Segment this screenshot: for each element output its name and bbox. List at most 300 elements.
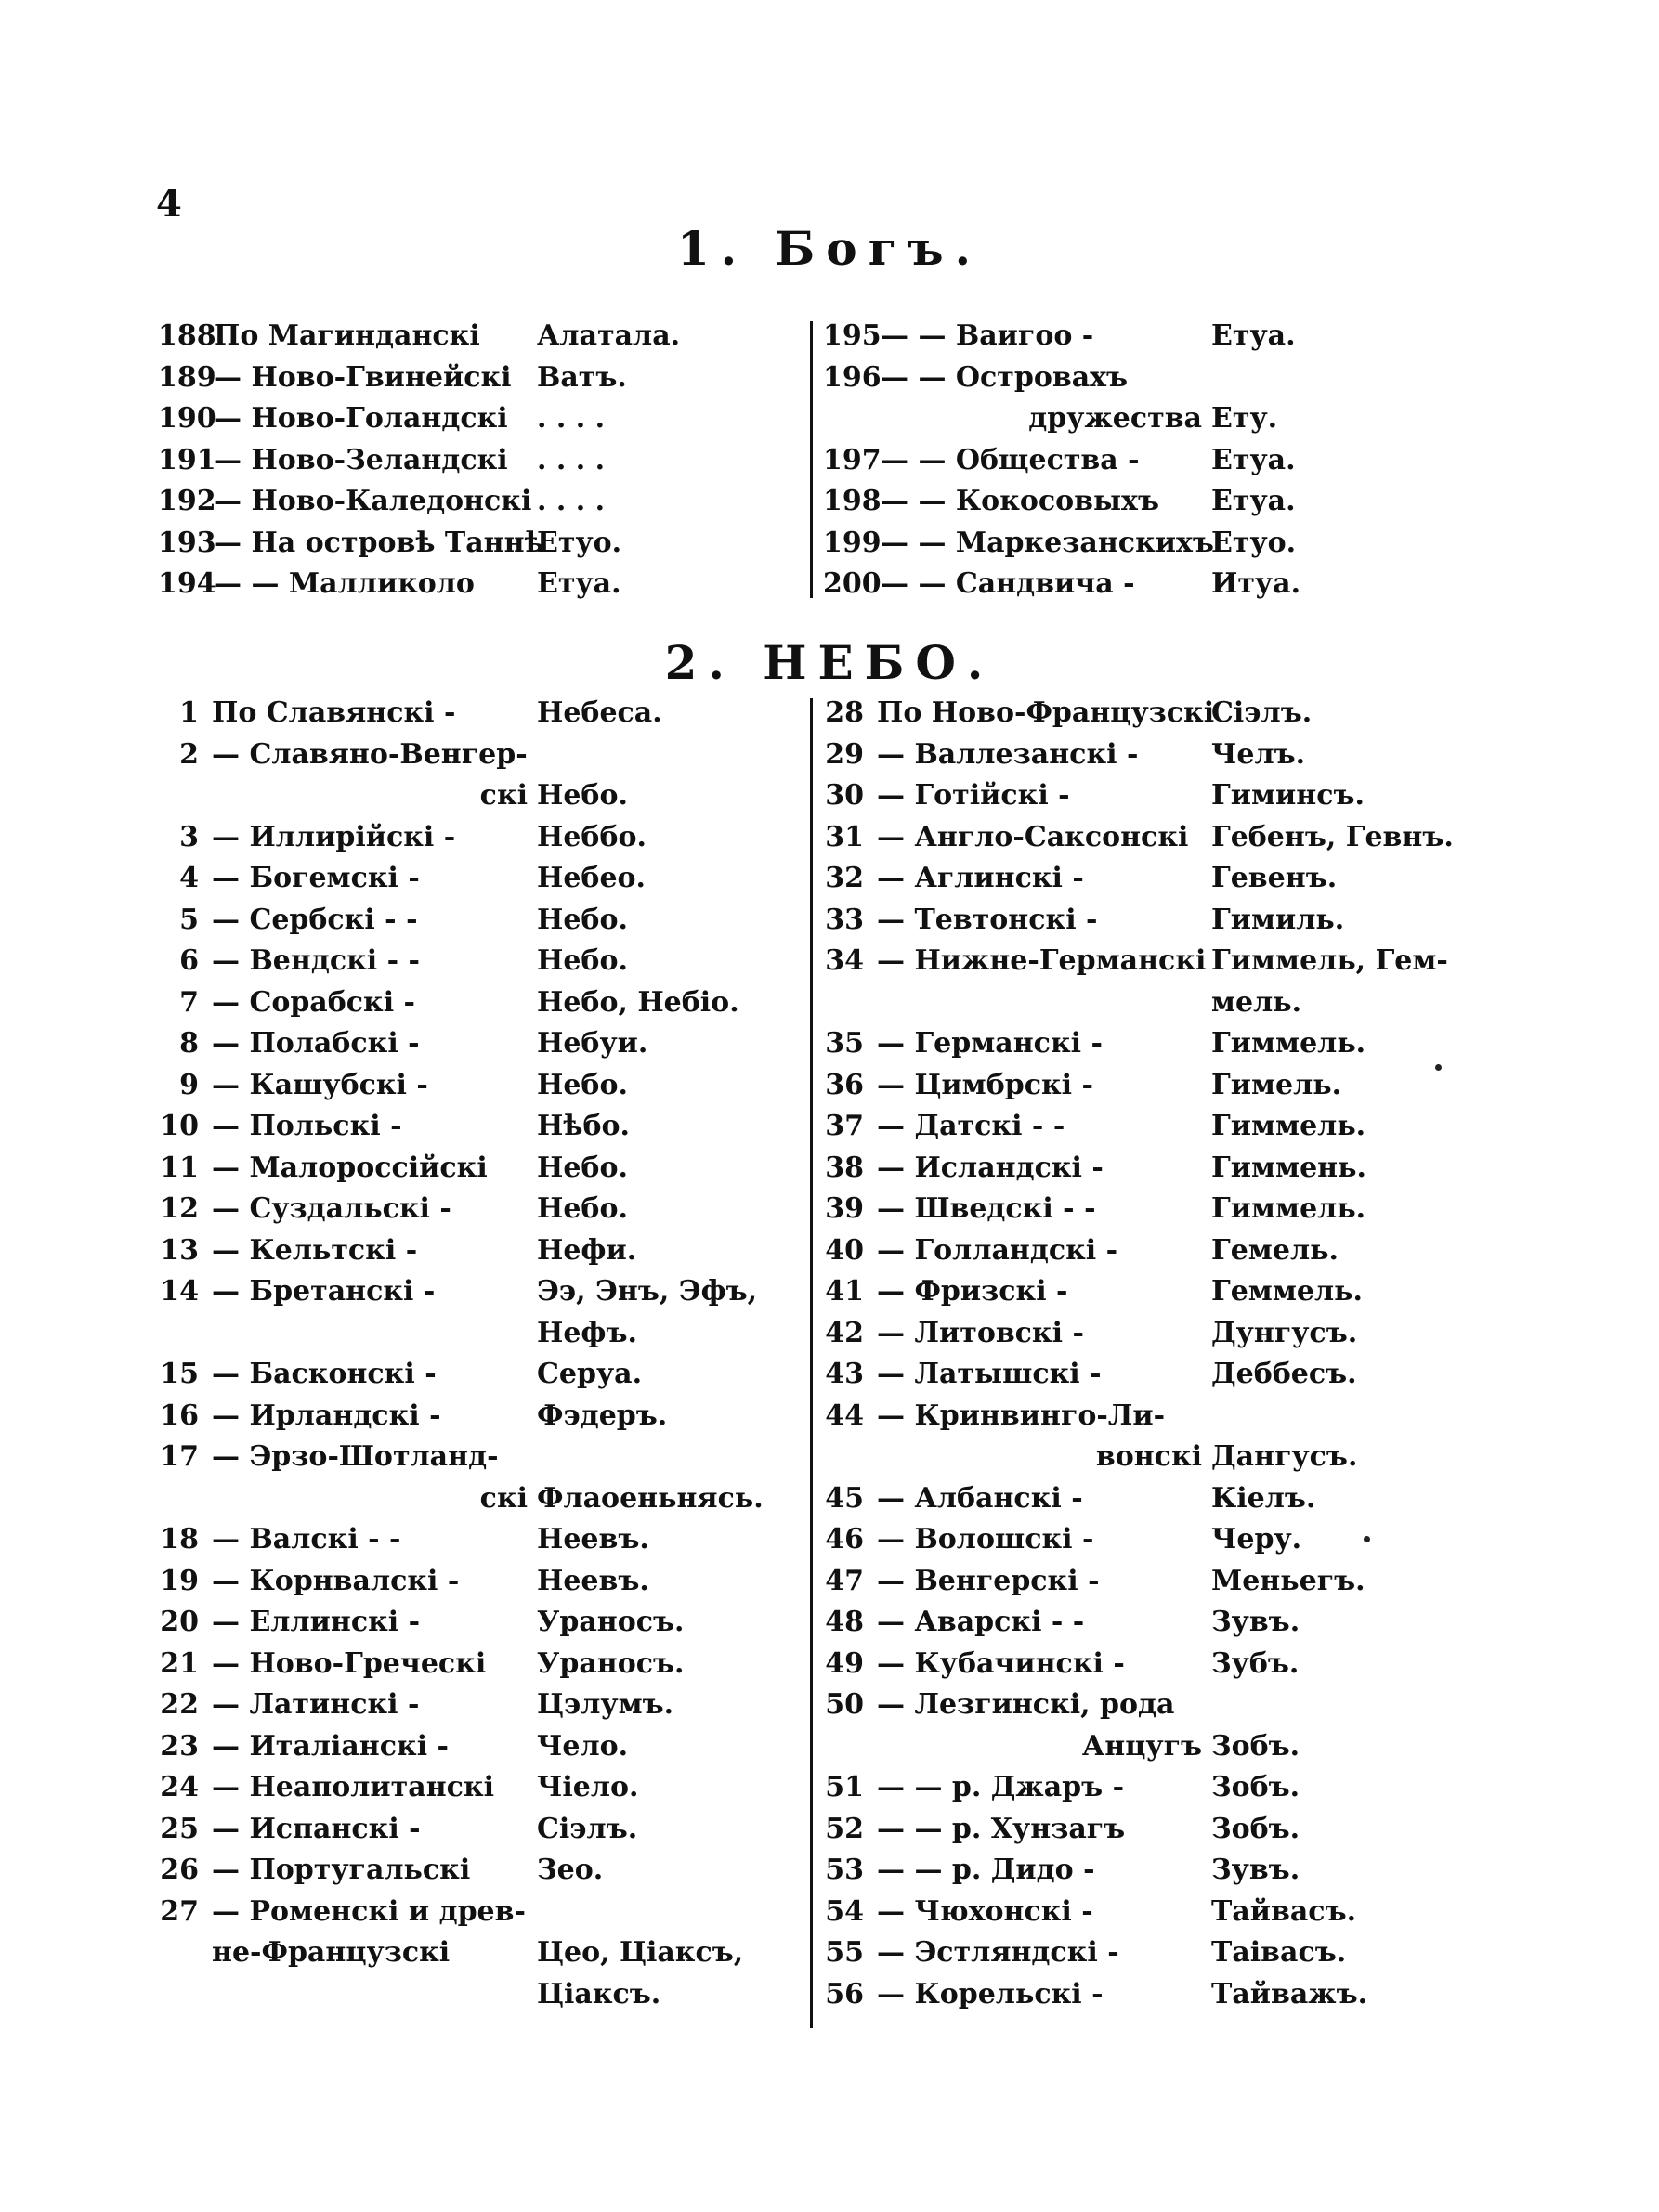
entry-row bbox=[158, 1440, 799, 1482]
language-name: — Басконскі - bbox=[212, 1358, 437, 1390]
word-value: Небуи. bbox=[537, 1027, 648, 1060]
entry-number: 44 bbox=[825, 1399, 864, 1432]
entry-number: 47 bbox=[825, 1564, 864, 1597]
entry-number: 16 bbox=[160, 1399, 199, 1432]
section-god-left-column bbox=[158, 319, 799, 609]
word-value: Етуа. bbox=[1211, 319, 1296, 352]
language-name: — Суздальскі - bbox=[212, 1192, 451, 1225]
entry-number: 35 bbox=[825, 1027, 864, 1060]
section-title-sky: 2. НЕБО. bbox=[664, 635, 995, 690]
word-value: Ватъ. bbox=[537, 360, 627, 394]
entry-row bbox=[158, 821, 799, 863]
entry-number: 33 bbox=[825, 903, 864, 936]
language-name: — Фризскі - bbox=[877, 1275, 1068, 1308]
entry-number: 197 bbox=[823, 443, 882, 476]
entry-number: 31 bbox=[825, 820, 864, 853]
entry-number: 17 bbox=[160, 1440, 199, 1473]
language-name: скі bbox=[479, 1481, 528, 1515]
language-name: — Англо-Саксонскі bbox=[877, 820, 1189, 853]
entry-row bbox=[823, 1730, 1492, 1772]
entry-row bbox=[158, 1688, 799, 1730]
word-value: Небо. bbox=[537, 903, 628, 936]
word-value: Небо. bbox=[537, 944, 628, 977]
language-name: — Латышскі - bbox=[877, 1358, 1102, 1390]
entry-row bbox=[158, 444, 799, 486]
word-value: Неевъ. bbox=[537, 1564, 649, 1597]
word-value: Цэлумъ. bbox=[537, 1688, 674, 1721]
language-name: — Шведскі - - bbox=[877, 1192, 1096, 1225]
entry-number: 36 bbox=[825, 1068, 864, 1101]
entry-number: 19 bbox=[160, 1564, 199, 1597]
word-value: Зувъ. bbox=[1211, 1854, 1300, 1886]
language-name: — Корнвалскі - bbox=[212, 1564, 460, 1597]
word-value: Ээ, Энъ, Эфъ, bbox=[537, 1275, 758, 1308]
entry-row bbox=[158, 1813, 799, 1854]
entry-number: 50 bbox=[825, 1688, 864, 1721]
word-value: Сіэлъ. bbox=[537, 1812, 638, 1845]
word-value: Флаоеньнясь. bbox=[537, 1481, 764, 1515]
entry-number: 21 bbox=[160, 1646, 199, 1680]
word-value: Гемель. bbox=[1211, 1233, 1339, 1267]
language-name: не-Французскі bbox=[212, 1936, 451, 1969]
entry-number: 24 bbox=[160, 1771, 199, 1803]
word-value: Тайважъ. bbox=[1211, 1977, 1368, 2010]
word-value: Ураносъ. bbox=[537, 1646, 685, 1680]
language-name: — Голландскі - bbox=[877, 1233, 1118, 1267]
word-value: Небо. bbox=[537, 779, 628, 812]
word-value: Геммель. bbox=[1211, 1275, 1363, 1308]
word-value: Алатала. bbox=[537, 319, 681, 352]
entry-number: 195 bbox=[823, 319, 882, 352]
word-value: . . . . bbox=[537, 485, 606, 517]
entry-row bbox=[823, 567, 1492, 609]
word-value: Нефи. bbox=[537, 1233, 637, 1267]
entry-row bbox=[823, 1027, 1492, 1069]
word-value: Зобъ. bbox=[1211, 1812, 1300, 1845]
page-number: 4 bbox=[156, 182, 182, 226]
entry-row bbox=[823, 696, 1492, 738]
word-value: Нефъ. bbox=[537, 1316, 637, 1349]
language-name: скі bbox=[479, 779, 528, 812]
language-name: — — Малликоло bbox=[214, 567, 475, 600]
entry-row bbox=[823, 821, 1492, 863]
word-value: Меньегъ. bbox=[1211, 1564, 1365, 1597]
entry-row bbox=[158, 485, 799, 527]
language-name: — Полабскі - bbox=[212, 1027, 420, 1060]
word-value: Небо. bbox=[537, 1151, 628, 1184]
entry-number: 55 bbox=[825, 1936, 864, 1969]
entry-row bbox=[158, 1069, 799, 1111]
entry-row bbox=[158, 1317, 799, 1359]
entry-number: 42 bbox=[825, 1316, 864, 1349]
word-value: Серуа. bbox=[537, 1358, 643, 1390]
entry-row bbox=[823, 1771, 1492, 1813]
word-value: Гевенъ. bbox=[1211, 862, 1338, 894]
entry-number: 196 bbox=[823, 360, 882, 394]
language-name: — — р. Хунзагъ bbox=[877, 1812, 1126, 1845]
entry-number: 10 bbox=[160, 1110, 199, 1142]
language-name: — Кринвинго-Ли- bbox=[877, 1399, 1166, 1432]
entry-row bbox=[158, 1192, 799, 1234]
entry-row bbox=[158, 1152, 799, 1193]
entry-number: 5 bbox=[179, 903, 199, 936]
language-name: — — Сандвича - bbox=[881, 567, 1135, 600]
word-value: Гиммель. bbox=[1211, 1027, 1366, 1060]
entry-number: 2 bbox=[179, 737, 199, 771]
entry-number: 12 bbox=[160, 1192, 199, 1225]
entry-number: 34 bbox=[825, 944, 864, 977]
entry-number: 53 bbox=[825, 1854, 864, 1886]
language-name: — Славяно-Венгер- bbox=[212, 737, 528, 771]
section-title-god: 1. Богъ. bbox=[676, 221, 983, 276]
language-name: — Албанскі - bbox=[877, 1481, 1083, 1515]
language-name: — Кубачинскі - bbox=[877, 1646, 1125, 1680]
entry-row bbox=[158, 361, 799, 403]
language-name: Анцугъ bbox=[1081, 1729, 1202, 1763]
language-name: — Тевтонскі - bbox=[877, 903, 1098, 936]
language-name: — Латинскі - bbox=[212, 1688, 420, 1721]
entry-row bbox=[823, 1565, 1492, 1607]
word-value: Зобъ. bbox=[1211, 1771, 1300, 1803]
entry-row bbox=[823, 986, 1492, 1028]
language-name: — Литовскі - bbox=[877, 1316, 1084, 1349]
language-name: — Италіанскі - bbox=[212, 1729, 449, 1763]
word-value: Етуа. bbox=[537, 567, 621, 600]
word-value: Етуа. bbox=[1211, 485, 1296, 517]
entry-number: 32 bbox=[825, 862, 864, 894]
word-value: Черу. bbox=[1211, 1523, 1302, 1555]
entry-number: 194 bbox=[158, 567, 216, 600]
word-value: Ету. bbox=[1211, 402, 1278, 435]
entry-row bbox=[158, 1358, 799, 1399]
language-name: — Неаполитанскі bbox=[212, 1771, 494, 1803]
entry-number: 9 bbox=[179, 1068, 199, 1101]
entry-row bbox=[158, 1565, 799, 1607]
word-value: Нѣбо. bbox=[537, 1110, 630, 1142]
entry-row bbox=[823, 1854, 1492, 1895]
language-name: — Кельтскі - bbox=[212, 1233, 418, 1267]
word-value: Фэдеръ. bbox=[537, 1399, 668, 1432]
entry-row bbox=[158, 1647, 799, 1689]
word-value: Чіело. bbox=[537, 1771, 639, 1803]
word-value: Ураносъ. bbox=[537, 1606, 685, 1638]
entry-row bbox=[158, 1730, 799, 1772]
entry-row bbox=[823, 1647, 1492, 1689]
entry-row bbox=[158, 1895, 799, 1937]
entry-number: 20 bbox=[160, 1606, 199, 1638]
ink-speck bbox=[1435, 1064, 1442, 1071]
word-value: Сіэлъ. bbox=[1211, 696, 1313, 729]
language-name: — — р. Джаръ - bbox=[877, 1771, 1125, 1803]
entry-row bbox=[823, 1978, 1492, 2020]
entry-row bbox=[823, 1275, 1492, 1317]
entry-number: 54 bbox=[825, 1894, 864, 1928]
word-value: Етуо. bbox=[1211, 526, 1297, 559]
entry-row bbox=[823, 1192, 1492, 1234]
entry-row bbox=[823, 862, 1492, 904]
entry-number: 18 bbox=[160, 1523, 199, 1555]
language-name: — Готійскі - bbox=[877, 779, 1070, 812]
entry-row bbox=[158, 1978, 799, 2020]
word-value: Етуо. bbox=[537, 526, 622, 559]
entry-row bbox=[823, 1813, 1492, 1854]
section-sky-right-column bbox=[823, 696, 1492, 2019]
language-name: — Ново-Каледонскі bbox=[214, 485, 532, 517]
entry-number: 45 bbox=[825, 1481, 864, 1515]
entry-row bbox=[158, 1027, 799, 1069]
word-value: Гебенъ, Гевнъ. bbox=[1211, 820, 1454, 853]
language-name: — Лезгинскі, рода bbox=[877, 1688, 1175, 1721]
language-name: — Ново-Зеландскі bbox=[214, 443, 508, 476]
entry-number: 8 bbox=[179, 1027, 199, 1060]
entry-row bbox=[158, 567, 799, 609]
language-name: — Аварскі - - bbox=[877, 1606, 1085, 1638]
language-name: — Датскі - - bbox=[877, 1110, 1065, 1142]
entry-number: 191 bbox=[158, 443, 216, 476]
entry-number: 6 bbox=[179, 944, 199, 977]
entry-row bbox=[823, 1358, 1492, 1399]
entry-number: 189 bbox=[158, 360, 216, 394]
word-value: Гиммель. bbox=[1211, 1192, 1366, 1225]
language-name: — На островѣ Таннѣ bbox=[214, 526, 544, 559]
word-value: Итуа. bbox=[1211, 567, 1301, 600]
word-value: Ціаксъ. bbox=[537, 1977, 661, 2010]
language-name: — Кашубскі - bbox=[212, 1068, 428, 1101]
entry-number: 38 bbox=[825, 1151, 864, 1184]
entry-row bbox=[158, 1275, 799, 1317]
word-value: Гиминсъ. bbox=[1211, 779, 1365, 812]
entry-row bbox=[158, 1234, 799, 1276]
entry-row bbox=[823, 402, 1492, 444]
language-name: — Сорабскі - bbox=[212, 985, 415, 1019]
word-value: Кіелъ. bbox=[1211, 1481, 1316, 1515]
language-name: — Чюхонскі - bbox=[877, 1894, 1093, 1928]
language-name: — — Ваигоо - bbox=[881, 319, 1094, 352]
language-name: По Славянскі - bbox=[212, 696, 456, 729]
entry-row bbox=[823, 1399, 1492, 1441]
entry-row bbox=[823, 485, 1492, 527]
word-value: Неевъ. bbox=[537, 1523, 649, 1555]
section-god-right-column bbox=[823, 319, 1492, 609]
language-name: — Аглинскі - bbox=[877, 862, 1084, 894]
entry-number: 39 bbox=[825, 1192, 864, 1225]
word-value: Неббо. bbox=[537, 820, 647, 853]
language-name: По Магинданскі bbox=[214, 319, 480, 352]
language-name: — Португальскі bbox=[212, 1854, 471, 1886]
entry-number: 56 bbox=[825, 1977, 864, 2010]
language-name: — Нижне-Германскі bbox=[877, 944, 1207, 977]
entry-row bbox=[158, 1523, 799, 1565]
language-name: — Еллинскі - bbox=[212, 1606, 421, 1638]
entry-number: 49 bbox=[825, 1646, 864, 1680]
language-name: — Польскі - bbox=[212, 1110, 402, 1142]
entry-number: 40 bbox=[825, 1233, 864, 1267]
word-value: Гимель. bbox=[1211, 1068, 1342, 1101]
entry-row bbox=[823, 1317, 1492, 1359]
language-name: — Эстляндскі - bbox=[877, 1936, 1119, 1969]
entry-number: 192 bbox=[158, 485, 216, 517]
language-name: — Корельскі - bbox=[877, 1977, 1104, 2010]
entry-number: 48 bbox=[825, 1606, 864, 1638]
entry-row bbox=[823, 1110, 1492, 1152]
entry-number: 15 bbox=[160, 1358, 199, 1390]
language-name: — Роменскі и древ- bbox=[212, 1894, 526, 1928]
entry-row bbox=[823, 779, 1492, 821]
entry-row bbox=[823, 1523, 1492, 1565]
language-name: — — Общества - bbox=[881, 443, 1140, 476]
word-value: Зувъ. bbox=[1211, 1606, 1300, 1638]
language-name: — Вендскі - - bbox=[212, 944, 420, 977]
language-name: — Цимбрскі - bbox=[877, 1068, 1093, 1101]
ink-speck bbox=[1364, 1536, 1370, 1542]
entry-number: 46 bbox=[825, 1523, 864, 1555]
entry-row bbox=[823, 319, 1492, 361]
word-value: Таівасъ. bbox=[1211, 1936, 1347, 1969]
entry-row bbox=[823, 527, 1492, 568]
entry-row bbox=[158, 1854, 799, 1895]
entry-row bbox=[158, 738, 799, 780]
entry-number: 23 bbox=[160, 1729, 199, 1763]
word-value: Етуа. bbox=[1211, 443, 1296, 476]
language-name: — Волошскі - bbox=[877, 1523, 1094, 1555]
language-name: — Ново-Греческі bbox=[212, 1646, 487, 1680]
entry-row bbox=[158, 1771, 799, 1813]
entry-row bbox=[823, 444, 1492, 486]
language-name: — Испанскі - bbox=[212, 1812, 421, 1845]
entry-row bbox=[823, 1234, 1492, 1276]
language-name: вонскі bbox=[1095, 1440, 1202, 1473]
entry-row bbox=[158, 904, 799, 945]
language-name: — — Маркезанскихъ bbox=[881, 526, 1214, 559]
entry-number: 29 bbox=[825, 737, 864, 771]
language-name: — — Островахъ bbox=[881, 360, 1129, 394]
entry-row bbox=[823, 1152, 1492, 1193]
word-value: Гиммель. bbox=[1211, 1110, 1366, 1142]
entry-row bbox=[158, 1936, 799, 1978]
entry-number: 22 bbox=[160, 1688, 199, 1721]
entry-number: 200 bbox=[823, 567, 882, 600]
entry-row bbox=[823, 904, 1492, 945]
entry-row bbox=[158, 862, 799, 904]
word-value: Деббесъ. bbox=[1211, 1358, 1357, 1390]
language-name: — Исландскі - bbox=[877, 1151, 1104, 1184]
entry-number: 188 bbox=[158, 319, 216, 352]
entry-number: 43 bbox=[825, 1358, 864, 1390]
entry-number: 193 bbox=[158, 526, 216, 559]
entry-number: 198 bbox=[823, 485, 882, 517]
language-name: — — Кокосовыхъ bbox=[881, 485, 1159, 517]
entry-number: 51 bbox=[825, 1771, 864, 1803]
entry-row bbox=[158, 527, 799, 568]
language-name: — Малороссійскі bbox=[212, 1151, 488, 1184]
entry-row bbox=[158, 696, 799, 738]
entry-row bbox=[158, 1110, 799, 1152]
entry-number: 13 bbox=[160, 1233, 199, 1267]
word-value: Небо. bbox=[537, 1068, 628, 1101]
entry-number: 7 bbox=[179, 985, 199, 1019]
language-name: дружества bbox=[1028, 402, 1202, 435]
entry-row bbox=[823, 1688, 1492, 1730]
section-sky-left-column bbox=[158, 696, 799, 2019]
entry-row bbox=[823, 1069, 1492, 1111]
language-name: По Ново-Французскі bbox=[877, 696, 1215, 729]
word-value: Цео, Ціаксъ, bbox=[537, 1936, 744, 1969]
language-name: — Валлезанскі - bbox=[877, 737, 1139, 771]
entry-row bbox=[823, 1482, 1492, 1524]
entry-row bbox=[823, 1440, 1492, 1482]
entry-number: 14 bbox=[160, 1275, 199, 1308]
word-value: Гимиль. bbox=[1211, 903, 1345, 936]
entry-number: 11 bbox=[160, 1151, 199, 1184]
word-value: Зобъ. bbox=[1211, 1729, 1300, 1763]
word-value: Тайвасъ. bbox=[1211, 1894, 1357, 1928]
word-value: Небо, Небіо. bbox=[537, 985, 739, 1019]
word-value: Небо. bbox=[537, 1192, 628, 1225]
entry-number: 41 bbox=[825, 1275, 864, 1308]
entry-number: 199 bbox=[823, 526, 882, 559]
word-value: Дунгусъ. bbox=[1211, 1316, 1358, 1349]
language-name: — — р. Дидо - bbox=[877, 1854, 1095, 1886]
entry-row bbox=[158, 1482, 799, 1524]
entry-number: 4 bbox=[179, 862, 199, 894]
entry-number: 28 bbox=[825, 696, 864, 729]
language-name: — Ново-Гвинейскі bbox=[214, 360, 512, 394]
word-value: Зео. bbox=[537, 1854, 604, 1886]
language-name: — Германскі - bbox=[877, 1027, 1103, 1060]
word-value: Гиммень. bbox=[1211, 1151, 1366, 1184]
entry-row bbox=[823, 1895, 1492, 1937]
language-name: — Венгерскі - bbox=[877, 1564, 1100, 1597]
word-value: . . . . bbox=[537, 402, 606, 435]
word-value: Небео. bbox=[537, 862, 646, 894]
language-name: — Валскі - - bbox=[212, 1523, 401, 1555]
entry-row bbox=[158, 402, 799, 444]
entry-number: 30 bbox=[825, 779, 864, 812]
language-name: — Богемскі - bbox=[212, 862, 420, 894]
word-value: Дангусъ. bbox=[1211, 1440, 1358, 1473]
language-name: — Иллирійскі - bbox=[212, 820, 456, 853]
entry-row bbox=[158, 319, 799, 361]
entry-number: 190 bbox=[158, 402, 216, 435]
language-name: — Эрзо-Шотланд- bbox=[212, 1440, 499, 1473]
language-name: — Бретанскі - bbox=[212, 1275, 436, 1308]
language-name: — Сербскі - - bbox=[212, 903, 418, 936]
entry-number: 27 bbox=[160, 1894, 199, 1928]
entry-row bbox=[823, 1606, 1492, 1647]
entry-row bbox=[158, 1606, 799, 1647]
column-divider bbox=[810, 321, 813, 598]
entry-row bbox=[158, 986, 799, 1028]
entry-row bbox=[823, 361, 1492, 403]
entry-row bbox=[158, 779, 799, 821]
word-value: Небеса. bbox=[537, 696, 662, 729]
word-value: Зубъ. bbox=[1211, 1646, 1300, 1680]
entry-row bbox=[158, 1399, 799, 1441]
word-value: . . . . bbox=[537, 443, 606, 476]
word-value: Гиммель, Гем- bbox=[1211, 944, 1448, 977]
language-name: — Ирландскі - bbox=[212, 1399, 441, 1432]
entry-number: 25 bbox=[160, 1812, 199, 1845]
word-value: Чело. bbox=[537, 1729, 629, 1763]
column-divider bbox=[810, 698, 813, 2028]
entry-row bbox=[158, 944, 799, 986]
language-name: — Ново-Голандскі bbox=[214, 402, 508, 435]
entry-number: 37 bbox=[825, 1110, 864, 1142]
entry-number: 1 bbox=[179, 696, 199, 729]
entry-number: 3 bbox=[179, 820, 199, 853]
entry-row bbox=[823, 738, 1492, 780]
word-value: мель. bbox=[1211, 985, 1302, 1019]
